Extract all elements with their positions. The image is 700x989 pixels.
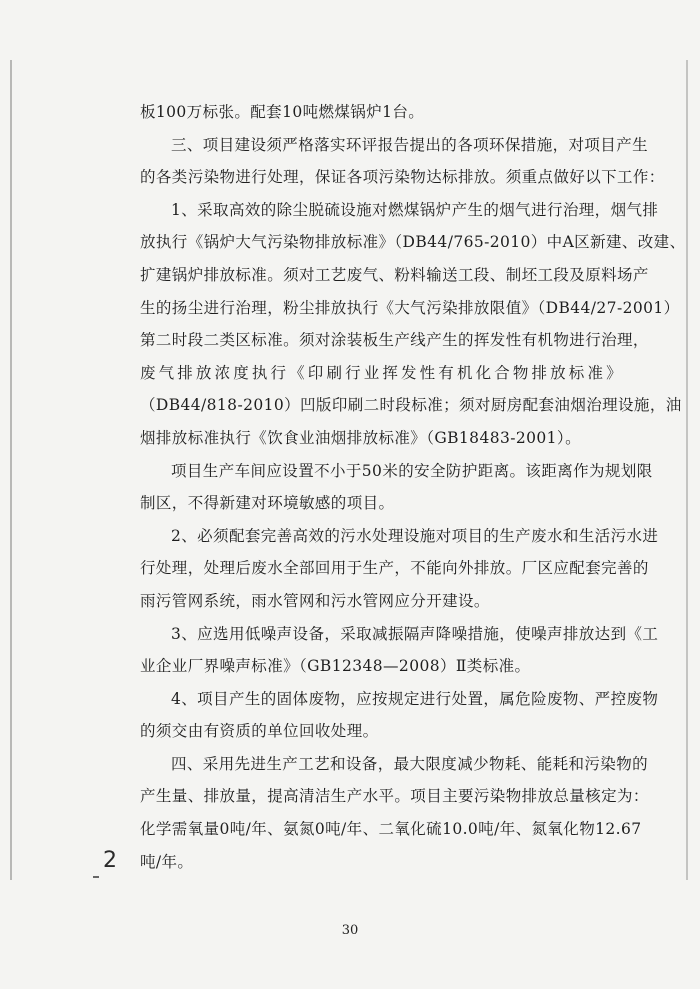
text-line: 废气排放浓度执行《印刷行业挥发性有机化合物排放标准》 [140, 363, 622, 382]
text-line: 制区，不得新建对环境敏感的项目。 [140, 494, 395, 513]
text-line: 1、采取高效的除尘脱硫设施对燃煤锅炉产生的烟气进行治理，烟气排 [171, 200, 659, 219]
text-line: 4、项目产生的固体废物，应按规定进行处置，属危险废物、严控废物 [171, 689, 659, 708]
text-line: 生的扬尘进行治理，粉尘排放执行《大气污染排放限值》（DB44/27-2001） [140, 298, 680, 317]
text-line: 雨污管网系统，雨水管网和污水管网应分开建设。 [140, 591, 490, 610]
handwritten-mark: 2 [103, 848, 117, 873]
text-line: 吨/年。 [140, 852, 194, 871]
text-line: 3、应选用低噪声设备，采取减振隔声降噪措施，使噪声排放达到《工 [171, 624, 659, 643]
text-line: 的须交由有资质的单位回收处理。 [140, 722, 379, 741]
text-line: 放执行《锅炉大气污染物排放标准》（DB44/765-2010）中A区新建、改建、 [140, 233, 686, 252]
text-line: 第二时段二类区标准。须对涂装板生产线产生的挥发性有机物进行治理， [140, 331, 649, 350]
text-line: 业企业厂界噪声标准》（GB12348—2008）Ⅱ类标准。 [140, 657, 531, 676]
text-line: 板100万标张。配套10吨燃煤锅炉1台。 [140, 103, 425, 121]
text-line: 烟排放标准执行《饮食业油烟排放标准》（GB18483-2001）。 [140, 428, 581, 447]
margin-tick [93, 876, 99, 878]
text-line: 三、项目建设须严格落实环评报告提出的各项环保措施，对项目产生 [171, 135, 649, 154]
text-line: 扩建锅炉排放标准。须对工艺废气、粉料输送工段、制坯工段及原料场产 [140, 265, 649, 284]
page-number: 30 [341, 923, 359, 938]
text-line: 四、采用先进生产工艺和设备，最大限度减少物耗、能耗和污染物的 [171, 754, 649, 773]
text-line: 行处理，处理后废水全部回用于生产，不能向外排放。厂区应配套完善的 [140, 559, 649, 578]
document-body [140, 96, 686, 878]
text-line: 化学需氧量0吨/年、氨氮0吨/年、二氧化硫10.0吨/年、氮氧化物12.67 [140, 820, 642, 839]
text-line: 2、必须配套完善高效的污水处理设施对项目的生产废水和生活污水进 [171, 526, 659, 545]
text-line: 产生量、排放量，提高清洁生产水平。项目主要污染物排放总量核定为： [140, 787, 649, 806]
text-line: 项目生产车间应设置不小于50米的安全防护距离。该距离作为规划限 [171, 461, 653, 480]
text-line: 的各类污染物进行处理，保证各项污染物达标排放。须重点做好以下工作： [140, 168, 665, 187]
text-line: （DB44/818-2010）凹版印刷二时段标准；须对厨房配套油烟治理设施，油 [140, 396, 682, 415]
